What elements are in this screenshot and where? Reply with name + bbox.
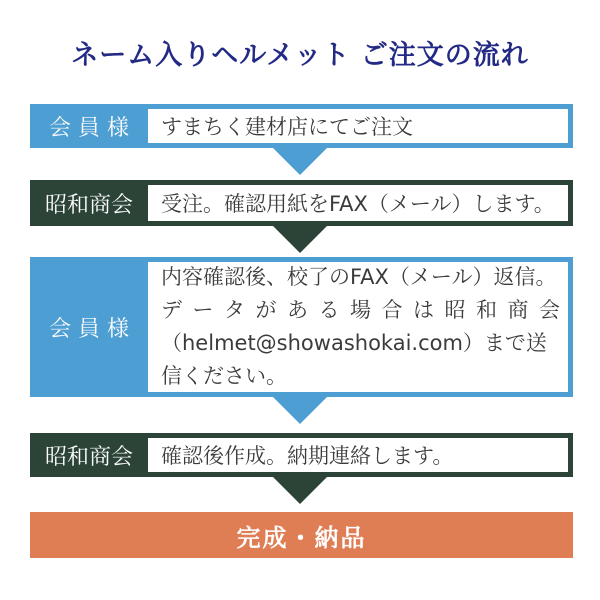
step-content-confirm bbox=[148, 262, 568, 392]
confirm-line-4: 信ください。 bbox=[161, 364, 287, 388]
actor-label-member-1: 会 員 様 bbox=[49, 115, 129, 141]
step-content-order: すまちく建材店にてご注文 bbox=[148, 109, 568, 143]
actor-label-company-2: 昭和商会 bbox=[44, 444, 133, 470]
confirm-line-2: データがある場合は昭和商会 bbox=[161, 298, 560, 322]
down-arrow-icon-2 bbox=[273, 226, 327, 253]
page-title: ネーム入りヘルメット ご注文の流れ bbox=[71, 40, 529, 71]
flow-step-company-receive bbox=[30, 180, 573, 226]
step-content-receive: 受注。確認用紙をFAX（メール）します。 bbox=[148, 185, 568, 221]
flow-step-member-order bbox=[30, 104, 573, 148]
flow-step-company-produce bbox=[30, 433, 573, 477]
confirm-line-1: 内容確認後、校了のFAX（メール）返信。 bbox=[161, 265, 557, 289]
actor-label-member-2: 会 員 様 bbox=[49, 316, 129, 342]
actor-label-company-1: 昭和商会 bbox=[44, 192, 133, 218]
down-arrow-icon-1 bbox=[273, 148, 327, 175]
final-banner: 完成・納品 bbox=[30, 512, 573, 558]
confirm-line-3-email: （helmet@showashokai.com）まで送 bbox=[161, 331, 547, 355]
down-arrow-icon-4 bbox=[273, 477, 327, 504]
flow-step-member-confirm bbox=[30, 257, 573, 397]
down-arrow-icon-3 bbox=[273, 397, 327, 424]
step-content-produce: 確認後作成。納期連絡します。 bbox=[148, 438, 568, 472]
